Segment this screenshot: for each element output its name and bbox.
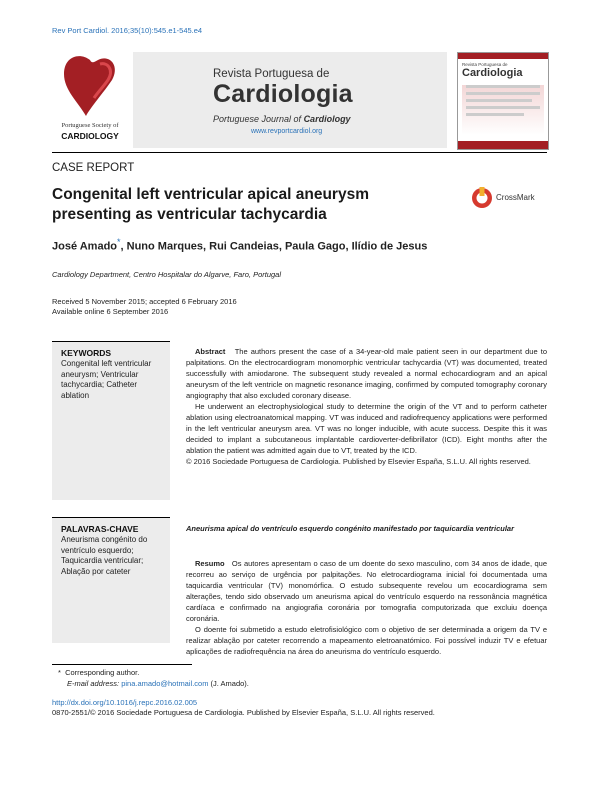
journal-title: Cardiologia [213, 80, 353, 108]
author-list [52, 237, 427, 253]
affiliation: Cardiology Department, Centro Hospitalar do Algarve, Faro, Portugal [52, 270, 281, 279]
cover-content-area [462, 85, 544, 135]
cover-title: Cardiologia [462, 67, 523, 79]
received-date: Received 5 November 2015; accepted 6 February 2016 [52, 297, 237, 306]
email-suffix: (J. Amado). [208, 679, 249, 688]
crossmark-label: CrossMark [496, 193, 535, 202]
journal-subtitle-bold: Cardiology [303, 114, 351, 124]
palavras-chave-heading: PALAVRAS-CHAVE [61, 524, 139, 534]
society-name-line1: Portuguese Society of [61, 122, 119, 129]
palavras-chave-box [52, 517, 170, 643]
journal-masthead [133, 52, 447, 148]
portuguese-title: Aneurisma apical do ventrículo esquerdo congénito manifestado por taquicardia ventricular [186, 524, 514, 533]
header-rule [52, 152, 547, 153]
doi-link[interactable]: http://dx.doi.org/10.1016/j.repc.2016.02.005 [52, 698, 198, 707]
journal-subtitle [213, 114, 351, 124]
corresponding-author-mark[interactable]: * [117, 237, 121, 247]
abstract-paragraph-1 [186, 346, 547, 401]
society-name-line2: CARDIOLOGY [61, 131, 119, 141]
cover-title-small: Revista Portuguesa de [462, 62, 508, 67]
cover-top-bar [458, 53, 548, 59]
available-date: Available online 6 September 2016 [52, 307, 169, 316]
journal-subtitle-pre: Portuguese Journal of [213, 114, 304, 124]
other-authors: , Nuno Marques, Rui Candeias, Paula Gago, Ilídio de Jesus [120, 240, 428, 253]
resumo [186, 558, 547, 657]
article-section-label: CASE REPORT [52, 162, 135, 174]
keywords-heading: KEYWORDS [61, 348, 112, 358]
society-logo [52, 52, 128, 148]
email-link[interactable]: pina.amado@hotmail.com [121, 679, 209, 688]
abstract-text-1: The authors present the case of a 34-year-old male patient seen in our department due to palpitations. On the electrocardiogram monomorphic ventricular tachycardia (VT) was documented, treated successfully with amiodarone. The subsequent study revealed a normal echocardiogram and an apical aneurysm of the left ventricle on magnetic resonance imaging, confirmed by computed tomography coronary angiography that also excluded coronary disease. [186, 347, 547, 400]
journal-title-small: Revista Portuguesa de [213, 68, 330, 80]
resumo-text-1: Os autores apresentam o caso de um doente do sexo masculino, com 34 anos de idade, que recorreu ao serviço de urgência por palpitações. No eletrocardiograma inicial foi documentada uma taquicardia ventricular (TV) monomórfica. O estudo subsequente revelou um ecocardiograma sem alterações, tendo sido observado um aneurisma apical do ventrículo esquerdo na ressonância magnética cardíaca e confirmado na angiografia coronária por tomografia computorizada que excluiu doença coronária. [186, 559, 547, 623]
abstract [186, 346, 547, 467]
crossmark-badge[interactable] [471, 187, 551, 211]
cover-bottom-bar [458, 141, 548, 150]
journal-citation[interactable]: Rev Port Cardiol. 2016;35(10):545.e1-545.e4 [52, 26, 203, 35]
corresponding-author-name: José Amado [52, 240, 118, 253]
corresponding-author-footnote [58, 667, 249, 689]
article-dates [52, 297, 237, 317]
crossmark-icon [471, 187, 493, 209]
footnote-rule [52, 664, 192, 665]
resumo-paragraph-2: O doente foi submetido a estudo eletrofisiológico com o objetivo de ser determinada a origem da TV e realizar ablação por cateter recorrendo a mapeamento eletroanatómico. Foi possível induzir TV e efetuar aplicações de radiofrequência na área do aneurisma do ventrículo esquerdo. [186, 625, 547, 656]
article-title: Congenital left ventricular apical aneurysm presenting as ventricular tachycardia [52, 186, 369, 223]
corresponding-label: Corresponding author. [65, 668, 140, 677]
email-label: E-mail address: [67, 679, 120, 688]
footnote-mark: * [58, 668, 61, 677]
corresponding-line [58, 667, 249, 678]
issn-copyright: 0870-2551/© 2016 Sociedade Portuguesa de Cardiologia. Published by Elsevier España, S.L.U. All rights reserved. [52, 708, 435, 717]
keywords-box [52, 341, 170, 500]
abstract-label: Abstract [195, 347, 226, 356]
journal-cover-thumbnail [457, 52, 549, 150]
keywords-list: Congenital left ventricular aneurysm; Ventricular tachycardia; Catheter ablation [61, 359, 152, 400]
email-line [58, 678, 249, 689]
abstract-paragraph-2: He underwent an electrophysiological study to determine the origin of the VT and to perform catheter ablation using electroanatomical mapping. VT was induced and radiofrequency applications were performed in the left ventricular aneurysm area. VT was no longer inducible, with acute success. Despite this it was decided to implant a subcutaneous implantable cardioverter-defibrillator (ICD). Eight months after the ablation the patient was admitted again due to VT, treated by the ICD. [186, 402, 547, 455]
abstract-copyright: © 2016 Sociedade Portuguesa de Cardiologia. Published by Elsevier España, S.L.U. All rights reserved. [186, 457, 531, 466]
resumo-paragraph-1 [186, 558, 547, 624]
journal-url[interactable]: www.revportcardiol.org [251, 128, 323, 135]
palavras-chave-list: Aneurisma congénito do ventrículo esquerdo; Taquicardia ventricular; Ablação por cateter [61, 535, 148, 576]
resumo-label: Resumo [195, 559, 225, 568]
